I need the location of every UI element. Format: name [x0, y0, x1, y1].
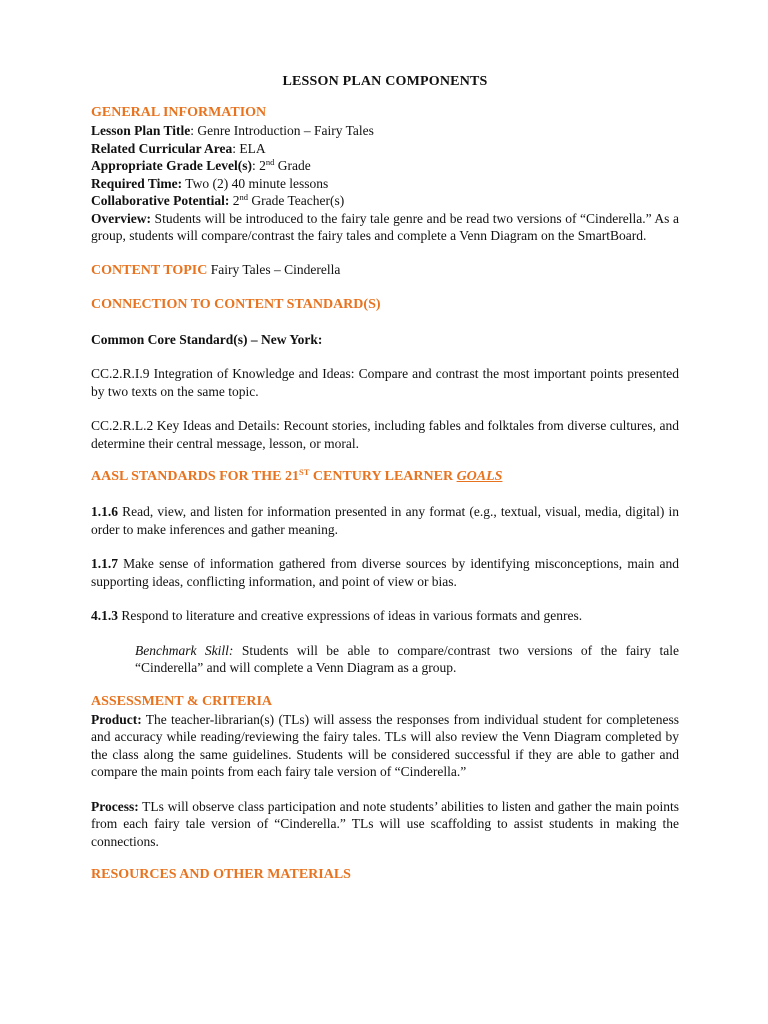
process-paragraph [91, 798, 679, 851]
process-text: TLs will observe class participation and note students’ abilities to listen and gather the main points from each fairy tale version of “Cinderella.” TLs will use scaffolding to assist students in making the connections. [91, 798, 679, 849]
aasl-heading-text: AASL STANDARDS FOR THE 21 [91, 469, 299, 484]
aasl-standard-117 [91, 555, 679, 590]
aasl-standard-413-text: Respond to literature and creative expressions of ideas in various formats and genres. [118, 608, 583, 623]
curricular-area-line [91, 140, 679, 158]
required-time-line [91, 175, 679, 193]
overview-label: Overview: [91, 210, 151, 226]
lesson-title-label: Lesson Plan Title [91, 123, 191, 138]
grade-level-value-end: Grade [274, 158, 311, 173]
aasl-standard-117-text: Make sense of information gathered from diverse sources by identifying misconceptions, main and supporting ideas, conflicting information, and point of view or bias. [91, 556, 679, 589]
aasl-standard-116 [91, 503, 679, 538]
collaborative-potential-line [91, 192, 679, 210]
product-label: Product: [91, 711, 142, 727]
aasl-standard-413-number: 4.1.3 [91, 608, 118, 623]
collaborative-potential-value: 2 [229, 193, 240, 208]
grade-level-line [91, 157, 679, 175]
curricular-area-label: Related Curricular Area [91, 140, 233, 156]
connection-standards-heading: CONNECTION TO CONTENT STANDARD(S) [91, 296, 381, 312]
common-core-subheading [91, 331, 679, 349]
common-core-label: Common Core Standard(s) – New York: [91, 331, 323, 347]
content-topic-value: Fairy Tales – Cinderella [207, 261, 341, 277]
product-text: The teacher-librarian(s) (TLs) will assess the responses from individual student for completeness and accuracy while reading/reviewing the fairy tales. TLs will also review the Venn Diagram completed by the class along the same guidelines. Students will be considered successful if they are able to gather and compare the main points from each fairy tale version of “Cinderella.” [91, 711, 679, 779]
collaborative-potential-label: Collaborative Potential: [91, 193, 230, 208]
grade-level-label: Appropriate Grade Level(s) [91, 158, 252, 173]
document-body [91, 70, 679, 884]
overview-paragraph [91, 210, 679, 245]
standard-ri9-paragraph: CC.2.R.I.9 Integration of Knowledge and Ideas: Compare and contrast the most important points presented by two texts on the same topic. [91, 366, 679, 399]
benchmark-skill-label: Benchmark Skill: [135, 642, 234, 658]
grade-level-suffix: nd [265, 157, 275, 167]
aasl-goals-label: GOALS [456, 469, 503, 484]
general-information-heading: GENERAL INFORMATION [91, 105, 267, 120]
collaborative-potential-value-end: Grade Teacher(s) [247, 193, 345, 208]
assessment-criteria-heading: ASSESSMENT & CRITERIA [91, 693, 273, 709]
overview-text: Students will be introduced to the fairy tale genre and be read two versions of “Cinderella.” As a group, students will compare/contrast the fairy tales and complete a Venn Diagram on the SmartBoard. [91, 210, 679, 243]
aasl-heading-suffix: ST [298, 467, 310, 477]
benchmark-skill-text: Students will be able to compare/contrast two versions of the fairy tale “Cinderella” and will complete a Venn Diagram as a group. [135, 642, 679, 675]
collaborative-potential-suffix: nd [239, 192, 248, 202]
product-paragraph [91, 711, 679, 781]
aasl-standard-116-text: Read, view, and listen for information presented in any format (e.g., textual, visual, media, digital) in order to make inferences and gather meaning. [91, 504, 679, 537]
aasl-standard-116-number: 1.1.6 [91, 504, 118, 519]
content-topic-heading: CONTENT TOPIC [91, 262, 208, 278]
lesson-title-value: : Genre Introduction – Fairy Tales [190, 123, 374, 138]
benchmark-skill-paragraph [135, 642, 679, 677]
process-label: Process: [91, 798, 139, 814]
aasl-heading-text-end: CENTURY LEARNER [309, 469, 457, 484]
aasl-standard-117-number: 1.1.7 [91, 556, 118, 571]
resources-materials-heading: RESOURCES AND OTHER MATERIALS [91, 867, 351, 882]
grade-level-value: : 2 [251, 158, 266, 173]
lesson-title-line [91, 122, 679, 140]
curricular-area-value: : ELA [232, 140, 266, 156]
content-topic-line [91, 261, 679, 280]
required-time-label: Required Time: [91, 175, 183, 191]
aasl-standard-413 [91, 607, 679, 625]
standard-rl2-paragraph: CC.2.R.L.2 Key Ideas and Details: Recount stories, including fables and folktales from diverse cultures, and determine their central message, lesson, or moral. [91, 418, 679, 451]
document-title: LESSON PLAN COMPONENTS [282, 74, 488, 89]
aasl-standards-heading [91, 468, 679, 486]
required-time-value: Two (2) 40 minute lessons [182, 175, 329, 191]
